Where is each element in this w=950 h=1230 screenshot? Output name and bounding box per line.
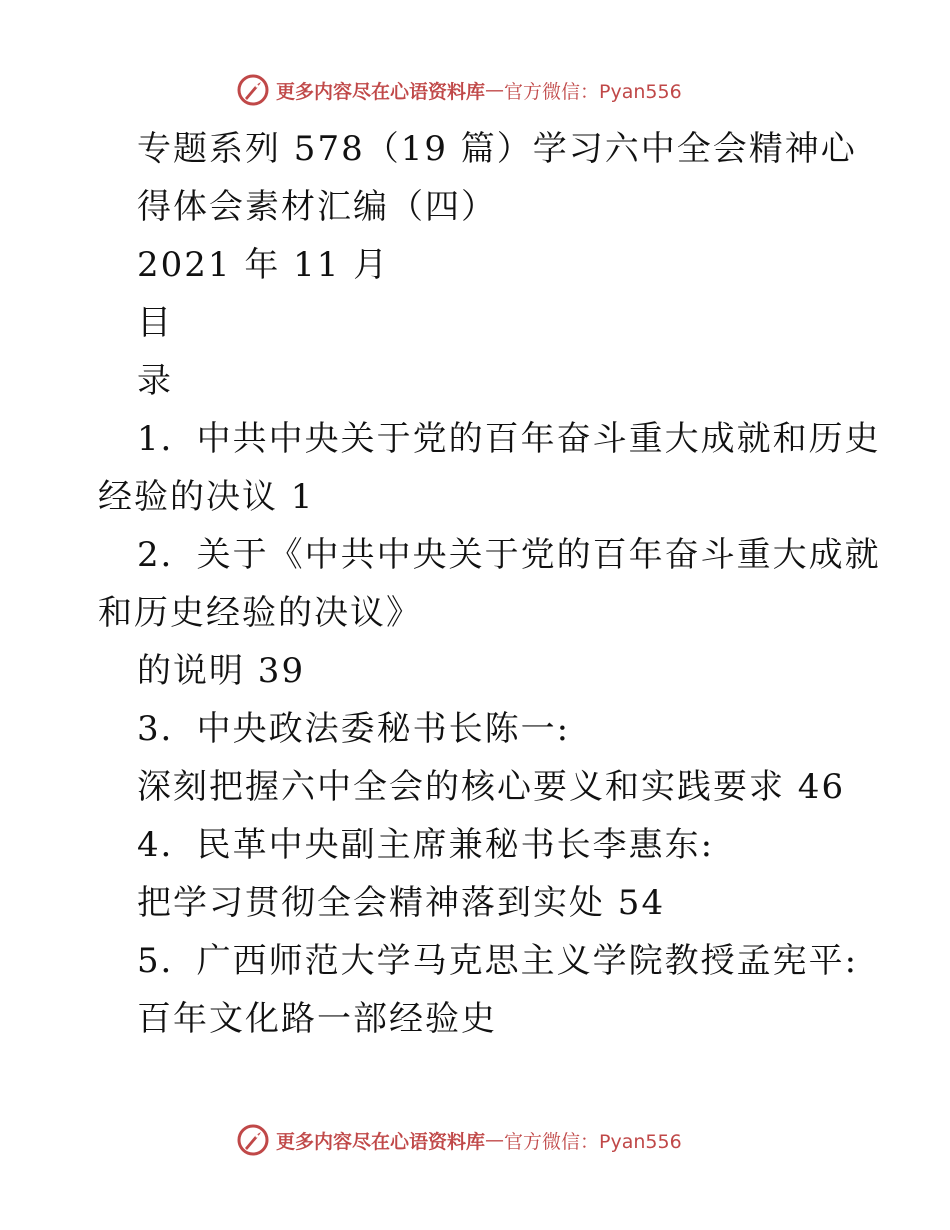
toc-heading-part-1: 目: [137, 303, 173, 343]
toc-item-4-line-1: 4．民革中央副主席兼秘书长李惠东:: [137, 825, 715, 865]
toc-item-5-line-1: 5．广西师范大学马克思主义学院教授孟宪平:: [137, 941, 859, 981]
toc-item-5-line-2: 百年文化路一部经验史: [137, 999, 497, 1039]
banner-separator: —: [485, 1129, 505, 1151]
doc-title-line-2: 得体会素材汇编（四）: [137, 187, 497, 227]
pen-nib-logo-icon: [236, 1123, 270, 1157]
banner-main-text: 更多内容尽在心语资料库: [276, 80, 486, 103]
toc-item-3-line-1: 3．中央政法委秘书长陈一:: [137, 709, 571, 749]
footer-banner: [236, 1122, 682, 1158]
toc-item-2-line-2: 和历史经验的决议》: [98, 593, 422, 633]
toc-item-2-line-3: 的说明 39: [137, 651, 306, 691]
banner-wechat-text: 官方微信：Pyan556: [504, 80, 682, 103]
header-banner: [236, 72, 682, 108]
toc-item-4-line-2: 把学习贯彻全会精神落到实处 54: [137, 883, 666, 923]
toc-heading-part-2: 录: [137, 361, 173, 401]
toc-item-1-line-2: 经验的决议 1: [98, 477, 315, 517]
doc-date: 2021 年 11 月: [137, 245, 390, 285]
toc-item-2-line-1: 2．关于《中共中央关于党的百年奋斗重大成就: [137, 535, 881, 575]
banner-main-text: 更多内容尽在心语资料库: [276, 1130, 486, 1153]
banner-separator: —: [485, 79, 505, 101]
toc-item-1-line-1: 1．中共中央关于党的百年奋斗重大成就和历史: [137, 419, 881, 459]
doc-title-line-1: 专题系列 578（19 篇）学习六中全会精神心: [137, 129, 857, 169]
pen-nib-logo-icon: [236, 73, 270, 107]
toc-item-3-line-2: 深刻把握六中全会的核心要义和实践要求 46: [137, 767, 846, 807]
banner-wechat-text: 官方微信：Pyan556: [504, 1130, 682, 1153]
